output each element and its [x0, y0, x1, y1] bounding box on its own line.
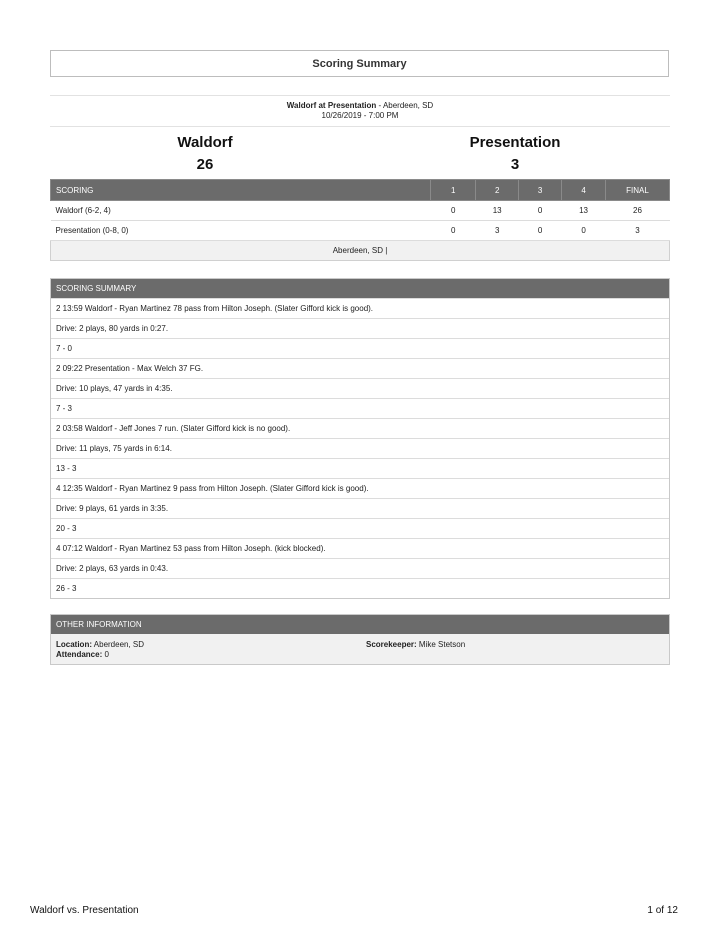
- linescore-header-scoring: SCORING: [51, 180, 431, 201]
- scorekeeper-line: [366, 640, 465, 649]
- game-location: - Aberdeen, SD: [376, 101, 434, 110]
- linescore-cell: 0: [562, 221, 606, 241]
- table-row: [51, 201, 670, 221]
- scoring-summary-heading: SCORING SUMMARY: [51, 279, 669, 298]
- game-datetime: 10/26/2019 - 7:00 PM: [321, 111, 399, 120]
- game-info: [50, 101, 670, 121]
- linescore-location-row: [51, 241, 670, 261]
- linescore-table: [50, 179, 670, 261]
- linescore-header-q2: 2: [476, 180, 519, 201]
- divider: [50, 95, 670, 96]
- list-item: Drive: 2 plays, 63 yards in 0:43.: [51, 558, 669, 578]
- linescore-cell: 26: [606, 201, 670, 221]
- linescore-header-final: FINAL: [606, 180, 670, 201]
- table-row: [51, 221, 670, 241]
- other-information-heading: OTHER INFORMATION: [51, 615, 669, 634]
- scorekeeper-value: Mike Stetson: [416, 640, 466, 649]
- location-line: [56, 640, 144, 649]
- game-matchup: Waldorf at Presentation: [286, 101, 377, 110]
- attendance-value: 0: [102, 650, 109, 659]
- linescore-cell: 13: [562, 201, 606, 221]
- page-title: Scoring Summary: [50, 50, 669, 77]
- other-information-body: [51, 634, 669, 664]
- page-number: 1 of 12: [647, 905, 678, 916]
- linescore-header-q4: 4: [562, 180, 606, 201]
- linescore-cell: 13: [476, 201, 519, 221]
- away-team-score: 26: [196, 156, 214, 173]
- linescore-cell: 0: [519, 201, 562, 221]
- list-item: 4 07:12 Waldorf - Ryan Martinez 53 pass from Hilton Joseph. (kick blocked).: [51, 538, 669, 558]
- linescore-header-q1: 1: [431, 180, 476, 201]
- away-team-name: Waldorf: [177, 134, 233, 151]
- linescore-header-row: [51, 180, 670, 201]
- divider: [50, 126, 670, 127]
- list-item: 7 - 3: [51, 398, 669, 418]
- list-item: 2 13:59 Waldorf - Ryan Martinez 78 pass from Hilton Joseph. (Slater Gifford kick is good).: [51, 298, 669, 318]
- linescore-location: Aberdeen, SD |: [51, 241, 670, 261]
- location-label: Location:: [56, 640, 92, 649]
- linescore-cell: 0: [431, 201, 476, 221]
- location-value: Aberdeen, SD: [92, 640, 145, 649]
- list-item: 13 - 3: [51, 458, 669, 478]
- attendance-label: Attendance:: [56, 650, 103, 659]
- scorekeeper-label: Scorekeeper:: [366, 640, 417, 649]
- list-item: Drive: 9 plays, 61 yards in 3:35.: [51, 498, 669, 518]
- linescore-team: Waldorf (6-2, 4): [51, 201, 431, 221]
- list-item: 26 - 3: [51, 578, 669, 598]
- attendance-line: [56, 650, 109, 659]
- linescore-cell: 0: [431, 221, 476, 241]
- list-item: 2 09:22 Presentation - Max Welch 37 FG.: [51, 358, 669, 378]
- list-item: Drive: 11 plays, 75 yards in 6:14.: [51, 438, 669, 458]
- list-item: Drive: 10 plays, 47 yards in 4:35.: [51, 378, 669, 398]
- other-information-panel: [50, 614, 670, 665]
- footer-title: Waldorf vs. Presentation: [30, 905, 139, 916]
- linescore-team: Presentation (0-8, 0): [51, 221, 431, 241]
- home-team-name: Presentation: [469, 134, 561, 151]
- list-item: 4 12:35 Waldorf - Ryan Martinez 9 pass from Hilton Joseph. (Slater Gifford kick is good).: [51, 478, 669, 498]
- linescore-cell: 0: [519, 221, 562, 241]
- list-item: 20 - 3: [51, 518, 669, 538]
- home-team-score: 3: [510, 156, 520, 173]
- list-item: Drive: 2 plays, 80 yards in 0:27.: [51, 318, 669, 338]
- linescore-cell: 3: [606, 221, 670, 241]
- linescore-header-q3: 3: [519, 180, 562, 201]
- linescore-cell: 3: [476, 221, 519, 241]
- scoring-summary-panel: [50, 278, 670, 599]
- list-item: 7 - 0: [51, 338, 669, 358]
- list-item: 2 03:58 Waldorf - Jeff Jones 7 run. (Slater Gifford kick is no good).: [51, 418, 669, 438]
- game-matchup-line: [50, 101, 670, 111]
